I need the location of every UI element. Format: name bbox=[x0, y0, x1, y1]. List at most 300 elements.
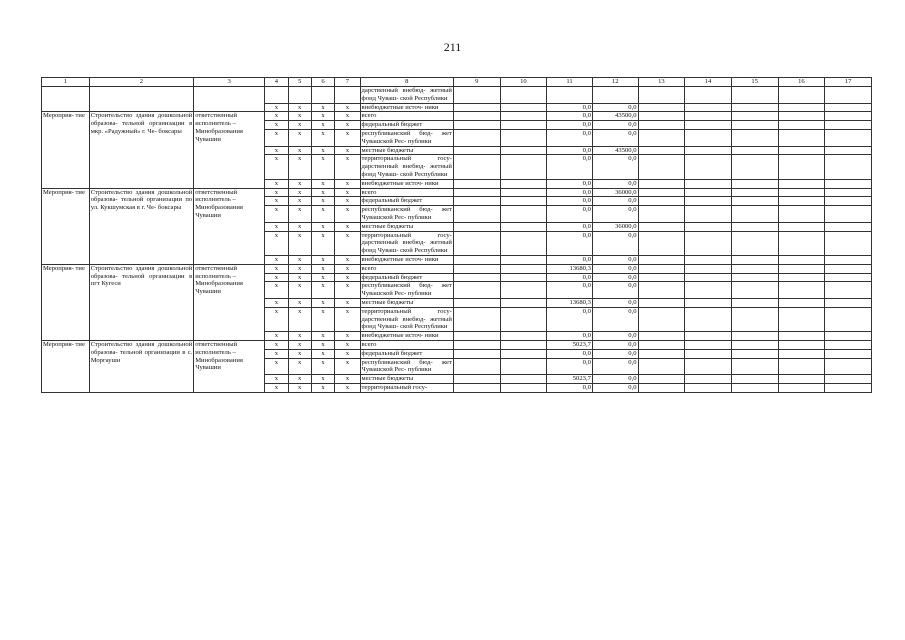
cell-c5: x bbox=[288, 298, 311, 307]
cell-c16 bbox=[778, 146, 825, 155]
value-cell-c11: 0,0 bbox=[547, 129, 593, 146]
value-cell-c11: 0,0 bbox=[547, 222, 593, 231]
cell-c5: x bbox=[288, 188, 311, 197]
value-cell-c12: 0,0 bbox=[592, 375, 638, 384]
cell-c7: x bbox=[335, 112, 360, 121]
cell-c14 bbox=[685, 332, 732, 341]
value-cell-c12: 0,0 bbox=[592, 349, 638, 358]
cell-c15 bbox=[731, 222, 778, 231]
table-row bbox=[42, 112, 872, 121]
cell-c13 bbox=[638, 112, 685, 121]
cell-c9 bbox=[453, 307, 500, 331]
cell-c13 bbox=[638, 103, 685, 112]
cell-c15 bbox=[731, 307, 778, 331]
cell-c7: x bbox=[335, 358, 360, 375]
cell-c9 bbox=[453, 358, 500, 375]
cell-c5 bbox=[288, 87, 311, 104]
cell-c14 bbox=[685, 87, 732, 104]
cell-c9 bbox=[453, 298, 500, 307]
cell-c5: x bbox=[288, 179, 311, 188]
cell-c17 bbox=[825, 307, 872, 331]
value-cell-c11: 0,0 bbox=[547, 383, 593, 392]
cell-c9 bbox=[453, 273, 500, 282]
cell-c4: x bbox=[265, 103, 288, 112]
cell-c5: x bbox=[288, 273, 311, 282]
source-cell: всего bbox=[360, 112, 453, 121]
cell-c17 bbox=[825, 282, 872, 299]
cell-c7: x bbox=[335, 375, 360, 384]
cell-c9 bbox=[453, 349, 500, 358]
cell-c14 bbox=[685, 121, 732, 130]
cell-c10 bbox=[500, 273, 547, 282]
cell-c7: x bbox=[335, 188, 360, 197]
cell-c5: x bbox=[288, 222, 311, 231]
value-cell-c12: 0,0 bbox=[592, 197, 638, 206]
value-cell-c11: 0,0 bbox=[547, 231, 593, 255]
cell-c6: x bbox=[311, 298, 334, 307]
cell-c7 bbox=[335, 87, 360, 104]
cell-c9 bbox=[453, 222, 500, 231]
cell-c14 bbox=[685, 349, 732, 358]
cell-c14 bbox=[685, 282, 732, 299]
cell-c10 bbox=[500, 179, 547, 188]
cell-c10 bbox=[500, 231, 547, 255]
cell-c14 bbox=[685, 129, 732, 146]
cell-c15 bbox=[731, 155, 778, 179]
table-row bbox=[42, 87, 872, 104]
column-header-12: 12 bbox=[592, 78, 638, 87]
cell-c13 bbox=[638, 282, 685, 299]
cell-c15 bbox=[731, 349, 778, 358]
cell-c9 bbox=[453, 264, 500, 273]
cell-c10 bbox=[500, 307, 547, 331]
value-cell-c11: 0,0 bbox=[547, 349, 593, 358]
measure-name: Строительство здания дошкольной образова- тельной организации в пгт Кугеси bbox=[89, 264, 194, 340]
source-cell: территориальный госу- дарственный внебюд- жетный фонд Чуваш- ской Республики bbox=[361, 155, 452, 178]
cell-c4: x bbox=[265, 179, 288, 188]
cell-c9 bbox=[453, 197, 500, 206]
table-body bbox=[42, 87, 872, 393]
cell-c16 bbox=[778, 179, 825, 188]
cell-c10 bbox=[500, 129, 547, 146]
cell-c9 bbox=[453, 129, 500, 146]
cell-c9 bbox=[453, 255, 500, 264]
source-cell: местные бюджеты bbox=[360, 222, 453, 231]
cell-c5: x bbox=[288, 197, 311, 206]
cell-c14 bbox=[685, 197, 732, 206]
cell-c7: x bbox=[335, 197, 360, 206]
source-cell: внебюджетные источ- ники bbox=[360, 332, 453, 341]
cell-c15 bbox=[731, 87, 778, 104]
value-cell-c11: 5023,7 bbox=[547, 340, 593, 349]
cell-c5: x bbox=[288, 358, 311, 375]
value-cell-c12: 0,0 bbox=[592, 340, 638, 349]
cell-c14 bbox=[685, 340, 732, 349]
cell-c9 bbox=[453, 179, 500, 188]
cell-c6: x bbox=[311, 129, 334, 146]
cell-c17 bbox=[825, 112, 872, 121]
cell-c10 bbox=[500, 121, 547, 130]
column-header-1: 1 bbox=[42, 78, 90, 87]
source-cell: республиканский бюд- жет Чувашской Рес- публики bbox=[361, 282, 452, 298]
column-header-13: 13 bbox=[638, 78, 685, 87]
cell-c17 bbox=[825, 87, 872, 104]
cell-c6: x bbox=[311, 273, 334, 282]
cell-c6: x bbox=[311, 375, 334, 384]
cell-c9 bbox=[453, 340, 500, 349]
cell-c17 bbox=[825, 129, 872, 146]
cell-c15 bbox=[731, 121, 778, 130]
cell-c7: x bbox=[335, 282, 360, 299]
cell-c10 bbox=[500, 358, 547, 375]
source-cell: внебюджетные источ- ники bbox=[360, 255, 453, 264]
cell-c7: x bbox=[335, 264, 360, 273]
cell-c6: x bbox=[311, 255, 334, 264]
cell-c5: x bbox=[288, 155, 311, 179]
responsible-executor: ответственный исполнитель – Минобразования Чувашии bbox=[194, 264, 265, 340]
cell-c7: x bbox=[335, 332, 360, 341]
source-cell: внебюджетные источ- ники bbox=[360, 103, 453, 112]
cell-c16 bbox=[778, 358, 825, 375]
cell-c4: x bbox=[265, 307, 288, 331]
cell-c14 bbox=[685, 383, 732, 392]
cell-c5: x bbox=[288, 129, 311, 146]
cell-c15 bbox=[731, 375, 778, 384]
cell-c4: x bbox=[265, 332, 288, 341]
column-header-8: 8 bbox=[360, 78, 453, 87]
cell-c13 bbox=[638, 383, 685, 392]
cell-c17 bbox=[825, 103, 872, 112]
value-cell-c11: 0,0 bbox=[547, 155, 593, 179]
cell-c7: x bbox=[335, 383, 360, 392]
value-cell-c12: 36000,0 bbox=[592, 222, 638, 231]
cell-c13 bbox=[638, 222, 685, 231]
cell-c13 bbox=[638, 298, 685, 307]
measure-type: Мероприя- тие bbox=[42, 112, 90, 188]
cell-c10 bbox=[500, 255, 547, 264]
cell-c9 bbox=[453, 282, 500, 299]
cell-c7: x bbox=[335, 129, 360, 146]
cell-c10 bbox=[500, 197, 547, 206]
cell-c16 bbox=[778, 129, 825, 146]
cell-c16 bbox=[778, 264, 825, 273]
source-cell: республиканский бюд- жет Чувашской Рес- публики bbox=[361, 358, 452, 374]
cell-c17 bbox=[825, 222, 872, 231]
cell-c13 bbox=[638, 307, 685, 331]
cell-c6: x bbox=[311, 121, 334, 130]
cell-c10 bbox=[500, 264, 547, 273]
value-cell-c12: 0,0 bbox=[592, 298, 638, 307]
cell-c4: x bbox=[265, 358, 288, 375]
cell-c4: x bbox=[265, 273, 288, 282]
value-cell-c12: 0,0 bbox=[592, 264, 638, 273]
cell-c16 bbox=[778, 383, 825, 392]
cell-c6: x bbox=[311, 103, 334, 112]
source-cell: республиканский бюд- жет Чувашской Рес- публики bbox=[361, 129, 452, 145]
measure-type: Мероприя- тие bbox=[42, 264, 90, 340]
cell-c4: x bbox=[265, 231, 288, 255]
cell-c5: x bbox=[288, 332, 311, 341]
cell-c7: x bbox=[335, 349, 360, 358]
cell-c16 bbox=[778, 206, 825, 223]
cell-c17 bbox=[825, 273, 872, 282]
value-cell-c12: 0,0 bbox=[592, 358, 638, 375]
cell-c6: x bbox=[311, 206, 334, 223]
cell-c15 bbox=[731, 206, 778, 223]
cell-c4: x bbox=[265, 264, 288, 273]
cell-c15 bbox=[731, 112, 778, 121]
cell-c16 bbox=[778, 231, 825, 255]
cell-c9 bbox=[453, 87, 500, 104]
cell-c15 bbox=[731, 231, 778, 255]
cell-c17 bbox=[825, 121, 872, 130]
cell-c5: x bbox=[288, 349, 311, 358]
cell-c15 bbox=[731, 273, 778, 282]
cell-c9 bbox=[453, 121, 500, 130]
source-cell: территориальный госу- bbox=[360, 383, 453, 392]
cell-c13 bbox=[638, 155, 685, 179]
value-cell-c12: 0,0 bbox=[592, 103, 638, 112]
cell-c10 bbox=[500, 103, 547, 112]
column-header-5: 5 bbox=[288, 78, 311, 87]
cell-c16 bbox=[778, 340, 825, 349]
cell-c13 bbox=[638, 264, 685, 273]
cell-c17 bbox=[825, 231, 872, 255]
cell-c13 bbox=[638, 358, 685, 375]
value-cell-c12: 0,0 bbox=[592, 155, 638, 179]
cell-c7: x bbox=[335, 255, 360, 264]
cell-c4: x bbox=[265, 255, 288, 264]
cell-c9 bbox=[453, 103, 500, 112]
value-cell-c11: 0,0 bbox=[547, 112, 593, 121]
value-cell-c11: 0,0 bbox=[547, 197, 593, 206]
cell-c4: x bbox=[265, 222, 288, 231]
value-cell-c11: 0,0 bbox=[547, 273, 593, 282]
measure-name: Строительство здания дошкольной образова- тельной организации в мкр. «Радужный» г. Че- боксары bbox=[89, 112, 194, 188]
cell-c6: x bbox=[311, 155, 334, 179]
cell-c4: x bbox=[265, 340, 288, 349]
value-cell-c12: 0,0 bbox=[592, 179, 638, 188]
cell-c6: x bbox=[311, 112, 334, 121]
cell-c6: x bbox=[311, 340, 334, 349]
cell-c4: x bbox=[265, 188, 288, 197]
cell-c14 bbox=[685, 103, 732, 112]
cell-c14 bbox=[685, 188, 732, 197]
source-cell: федеральный бюджет bbox=[360, 349, 453, 358]
cell-c5: x bbox=[288, 375, 311, 384]
cell-c4 bbox=[265, 87, 288, 104]
cell-c6: x bbox=[311, 307, 334, 331]
cell-c16 bbox=[778, 349, 825, 358]
cell-c15 bbox=[731, 358, 778, 375]
cell-c6: x bbox=[311, 383, 334, 392]
cell-c7: x bbox=[335, 155, 360, 179]
cell-c5: x bbox=[288, 307, 311, 331]
cell-c5: x bbox=[288, 340, 311, 349]
cell-c14 bbox=[685, 298, 732, 307]
value-cell-c12 bbox=[592, 87, 638, 104]
source-cell: территориальный госу- дарственный внебюд- жетный фонд Чуваш- ской Республики bbox=[361, 231, 452, 255]
cell-c17 bbox=[825, 332, 872, 341]
cell-c16 bbox=[778, 188, 825, 197]
cell-c15 bbox=[731, 188, 778, 197]
cell-c6: x bbox=[311, 332, 334, 341]
cell-c7: x bbox=[335, 179, 360, 188]
column-header-11: 11 bbox=[547, 78, 593, 87]
value-cell-c11: 0,0 bbox=[547, 179, 593, 188]
cell-c14 bbox=[685, 307, 732, 331]
value-cell-c11: 0,0 bbox=[547, 103, 593, 112]
cell-c10 bbox=[500, 340, 547, 349]
value-cell-c11: 0,0 bbox=[547, 307, 593, 331]
value-cell-c11: 0,0 bbox=[547, 206, 593, 223]
header-row bbox=[42, 78, 872, 87]
source-cell: республиканский бюд- жет Чувашской Рес- публики bbox=[361, 206, 452, 221]
cell-c9 bbox=[453, 231, 500, 255]
cell-c5: x bbox=[288, 282, 311, 299]
source-cell: федеральный бюджет bbox=[360, 121, 453, 130]
cell-c6: x bbox=[311, 222, 334, 231]
cell-c4: x bbox=[265, 349, 288, 358]
value-cell-c11: 13680,3 bbox=[547, 298, 593, 307]
cell-c4: x bbox=[265, 298, 288, 307]
value-cell-c11: 0,0 bbox=[547, 121, 593, 130]
cell-c17 bbox=[825, 298, 872, 307]
cell-c4: x bbox=[265, 121, 288, 130]
cell-c9 bbox=[453, 206, 500, 223]
value-cell-c11: 0,0 bbox=[547, 188, 593, 197]
source-cell: всего bbox=[360, 264, 453, 273]
cell-c14 bbox=[685, 112, 732, 121]
cell-c14 bbox=[685, 155, 732, 179]
cell-c17 bbox=[825, 375, 872, 384]
responsible-executor: ответственный исполнитель – Минобразования Чувашии bbox=[194, 188, 265, 264]
cell-c14 bbox=[685, 179, 732, 188]
table-row bbox=[42, 188, 872, 197]
column-header-6: 6 bbox=[311, 78, 334, 87]
source-cell: всего bbox=[360, 340, 453, 349]
cell-c17 bbox=[825, 188, 872, 197]
cell-c4: x bbox=[265, 282, 288, 299]
cell-c4: x bbox=[265, 146, 288, 155]
cell-c13 bbox=[638, 197, 685, 206]
cell-c9 bbox=[453, 332, 500, 341]
cell-c16 bbox=[778, 222, 825, 231]
column-header-4: 4 bbox=[265, 78, 288, 87]
cell-c16 bbox=[778, 87, 825, 104]
value-cell-c11: 13680,3 bbox=[547, 264, 593, 273]
cell-c7: x bbox=[335, 121, 360, 130]
cell-c4: x bbox=[265, 197, 288, 206]
source-cell: федеральный бюджет bbox=[360, 273, 453, 282]
column-header-9: 9 bbox=[453, 78, 500, 87]
cell-c6: x bbox=[311, 179, 334, 188]
cell-c9 bbox=[453, 155, 500, 179]
cell-c5: x bbox=[288, 103, 311, 112]
cell-c13 bbox=[638, 273, 685, 282]
cell-c7: x bbox=[335, 298, 360, 307]
cell-c10 bbox=[500, 298, 547, 307]
value-cell-c12: 0,0 bbox=[592, 206, 638, 223]
value-cell-c11: 0,0 bbox=[547, 332, 593, 341]
cell-c14 bbox=[685, 273, 732, 282]
cell-c6: x bbox=[311, 349, 334, 358]
cell-c17 bbox=[825, 340, 872, 349]
cell-c16 bbox=[778, 103, 825, 112]
cell-c7: x bbox=[335, 206, 360, 223]
cell-c10 bbox=[500, 188, 547, 197]
column-header-7: 7 bbox=[335, 78, 360, 87]
cell-c4: x bbox=[265, 383, 288, 392]
cell-c10 bbox=[500, 155, 547, 179]
cell-c10 bbox=[500, 282, 547, 299]
value-cell-c12: 43500,0 bbox=[592, 146, 638, 155]
cell-c17 bbox=[825, 255, 872, 264]
cell-c15 bbox=[731, 197, 778, 206]
cell-c14 bbox=[685, 222, 732, 231]
cell-c13 bbox=[638, 129, 685, 146]
cell-c14 bbox=[685, 206, 732, 223]
cell-c6: x bbox=[311, 282, 334, 299]
cell-c13 bbox=[638, 349, 685, 358]
cell-c6: x bbox=[311, 231, 334, 255]
cell-c7: x bbox=[335, 231, 360, 255]
column-header-15: 15 bbox=[731, 78, 778, 87]
cell-c15 bbox=[731, 129, 778, 146]
cell-c14 bbox=[685, 255, 732, 264]
cell-c13 bbox=[638, 255, 685, 264]
cell-c17 bbox=[825, 206, 872, 223]
cell-c6: x bbox=[311, 264, 334, 273]
cell-c14 bbox=[685, 231, 732, 255]
cell-c16 bbox=[778, 282, 825, 299]
cell-c14 bbox=[685, 264, 732, 273]
measure-name: Строительство здания дошкольной образова- тельной организации по ул. Кукшумская в г. Че- боксары bbox=[89, 188, 194, 264]
cell-c17 bbox=[825, 349, 872, 358]
cell-c10 bbox=[500, 375, 547, 384]
cell-c13 bbox=[638, 206, 685, 223]
cell-c9 bbox=[453, 375, 500, 384]
measure-name: Строительство здания дошкольной образова- тельной организации в с. Моргаушн bbox=[89, 340, 194, 392]
cell-c4: x bbox=[265, 375, 288, 384]
value-cell-c12: 0,0 bbox=[592, 129, 638, 146]
cell-c5: x bbox=[288, 383, 311, 392]
cell-c16 bbox=[778, 307, 825, 331]
cell-c15 bbox=[731, 179, 778, 188]
cell-c7: x bbox=[335, 307, 360, 331]
cell-c7: x bbox=[335, 273, 360, 282]
cell-c14 bbox=[685, 358, 732, 375]
cell-c9 bbox=[453, 188, 500, 197]
cell-c10 bbox=[500, 332, 547, 341]
cell-c16 bbox=[778, 375, 825, 384]
cell-c15 bbox=[731, 383, 778, 392]
cell-c16 bbox=[778, 112, 825, 121]
cell-c17 bbox=[825, 179, 872, 188]
cell-c7: x bbox=[335, 222, 360, 231]
cell-c16 bbox=[778, 197, 825, 206]
cell-c9 bbox=[453, 112, 500, 121]
cell-c15 bbox=[731, 282, 778, 299]
value-cell-c12: 0,0 bbox=[592, 231, 638, 255]
cell-c10 bbox=[500, 112, 547, 121]
value-cell-c11: 0,0 bbox=[547, 146, 593, 155]
cell-c14 bbox=[685, 375, 732, 384]
column-header-3: 3 bbox=[194, 78, 265, 87]
cell-c5: x bbox=[288, 112, 311, 121]
cell-c5: x bbox=[288, 206, 311, 223]
cell-c15 bbox=[731, 264, 778, 273]
